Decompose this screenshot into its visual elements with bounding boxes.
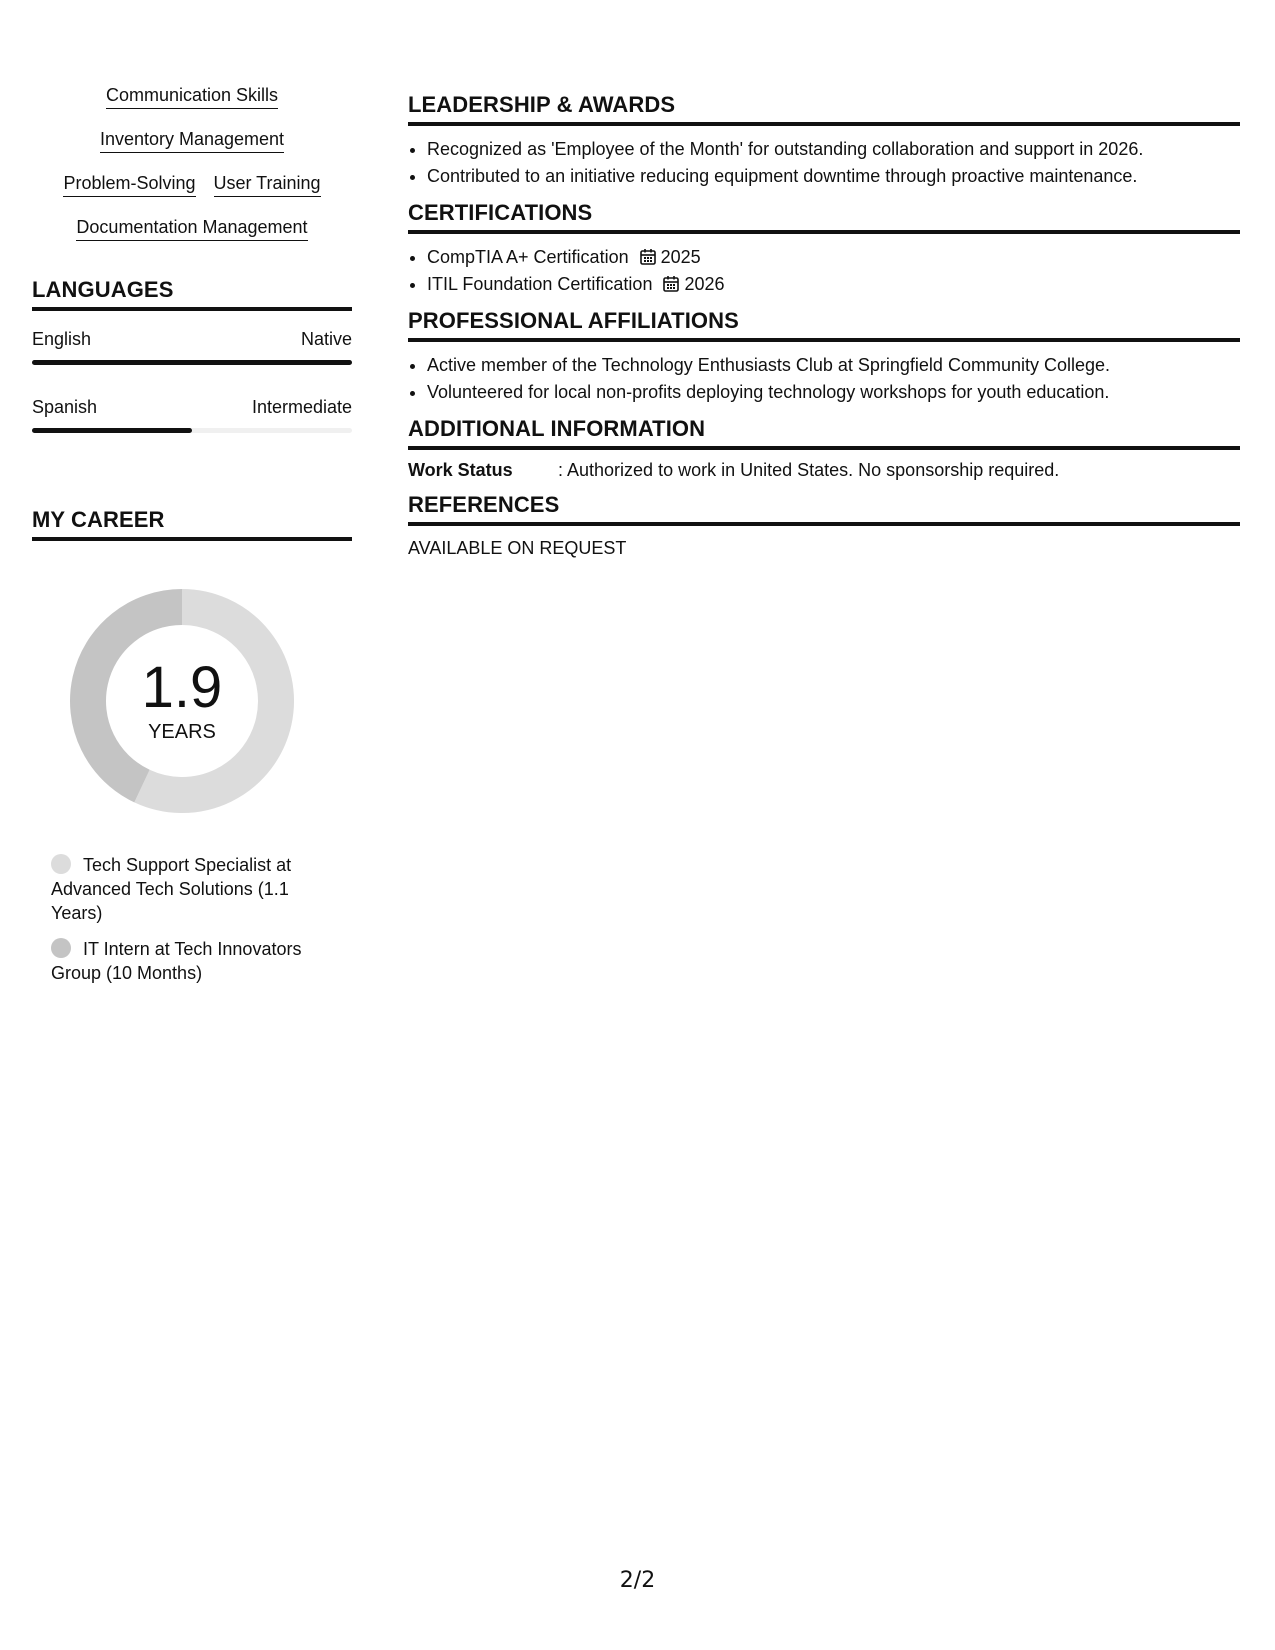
skill-tag: Communication Skills	[106, 82, 278, 109]
language-level: Intermediate	[251, 397, 352, 417]
legend-label: IT Intern at Tech Innovators Group (10 Months)	[51, 939, 302, 983]
work-status-row	[408, 458, 1240, 482]
list-item: • Active member of the Technology Enthusiasts Club at Springfield Community College.	[427, 352, 1240, 379]
affiliations-section	[408, 308, 1240, 406]
skill-row	[32, 214, 352, 241]
list-item	[427, 271, 1240, 298]
certifications-heading: CERTIFICATIONS	[408, 200, 1240, 234]
language-proficiency-fill	[32, 428, 192, 433]
language-name: Spanish	[32, 397, 98, 417]
skill-tag: User Training	[214, 170, 321, 197]
language-level: Native	[300, 329, 352, 349]
affiliations-heading: PROFESSIONAL AFFILIATIONS	[408, 308, 1240, 342]
career-legend	[51, 853, 321, 985]
career-total-value: 1.9	[141, 655, 223, 720]
left-column	[32, 82, 352, 997]
references-text: AVAILABLE ON REQUEST	[408, 538, 627, 558]
skills-list	[32, 82, 352, 241]
right-column	[408, 92, 1240, 560]
calendar-icon	[639, 248, 657, 266]
work-status-label: Work Status	[408, 460, 513, 480]
skill-tag: Inventory Management	[100, 126, 284, 153]
additional-info-heading: ADDITIONAL INFORMATION	[408, 416, 1240, 450]
career-total-unit: YEARS	[148, 721, 216, 743]
language-item	[32, 395, 352, 433]
language-proficiency-fill	[32, 360, 352, 365]
additional-info-section	[408, 416, 1240, 482]
work-status-value: : Authorized to work in United States. No sponsorship required.	[558, 460, 1060, 480]
list-item	[427, 244, 1240, 271]
references-heading: REFERENCES	[408, 492, 1240, 526]
skill-tag: Problem-Solving	[63, 170, 195, 197]
language-item	[32, 327, 352, 365]
career-donut-center	[66, 585, 298, 817]
leadership-heading: LEADERSHIP & AWARDS	[408, 92, 1240, 126]
list-item: • Volunteered for local non-profits deploying technology workshops for youth education.	[427, 379, 1240, 406]
calendar-icon	[662, 275, 680, 293]
legend-item	[51, 853, 321, 925]
leadership-section	[408, 92, 1240, 190]
skill-row	[32, 82, 352, 109]
career-donut-chart	[66, 585, 298, 817]
certification-year: 2025	[660, 247, 701, 267]
legend-dot	[51, 938, 71, 958]
skill-row	[32, 170, 352, 197]
page-number: 2/2	[619, 1568, 656, 1593]
certification-year: 2026	[684, 274, 725, 294]
affiliations-list	[408, 352, 1240, 406]
leadership-list	[408, 136, 1240, 190]
language-name: English	[32, 329, 92, 349]
skill-row	[32, 126, 352, 153]
certifications-section	[408, 200, 1240, 298]
skill-tag: Documentation Management	[76, 214, 307, 241]
legend-dot	[51, 854, 71, 874]
certification-name: ITIL Foundation Certification	[427, 274, 653, 294]
languages-heading: LANGUAGES	[32, 277, 352, 311]
references-section	[408, 492, 1240, 560]
language-proficiency-bar	[32, 360, 352, 365]
certifications-list	[408, 244, 1240, 298]
language-proficiency-bar	[32, 428, 352, 433]
list-item: • Recognized as 'Employee of the Month' for outstanding collaboration and support in 2026.	[427, 136, 1240, 163]
legend-label: Tech Support Specialist at Advanced Tech Solutions (1.1 Years)	[51, 855, 292, 923]
legend-item	[51, 937, 321, 985]
career-heading: MY CAREER	[32, 507, 352, 541]
certification-name: CompTIA A+ Certification	[427, 247, 629, 267]
list-item: • Contributed to an initiative reducing equipment downtime through proactive maintenance.	[427, 163, 1240, 190]
